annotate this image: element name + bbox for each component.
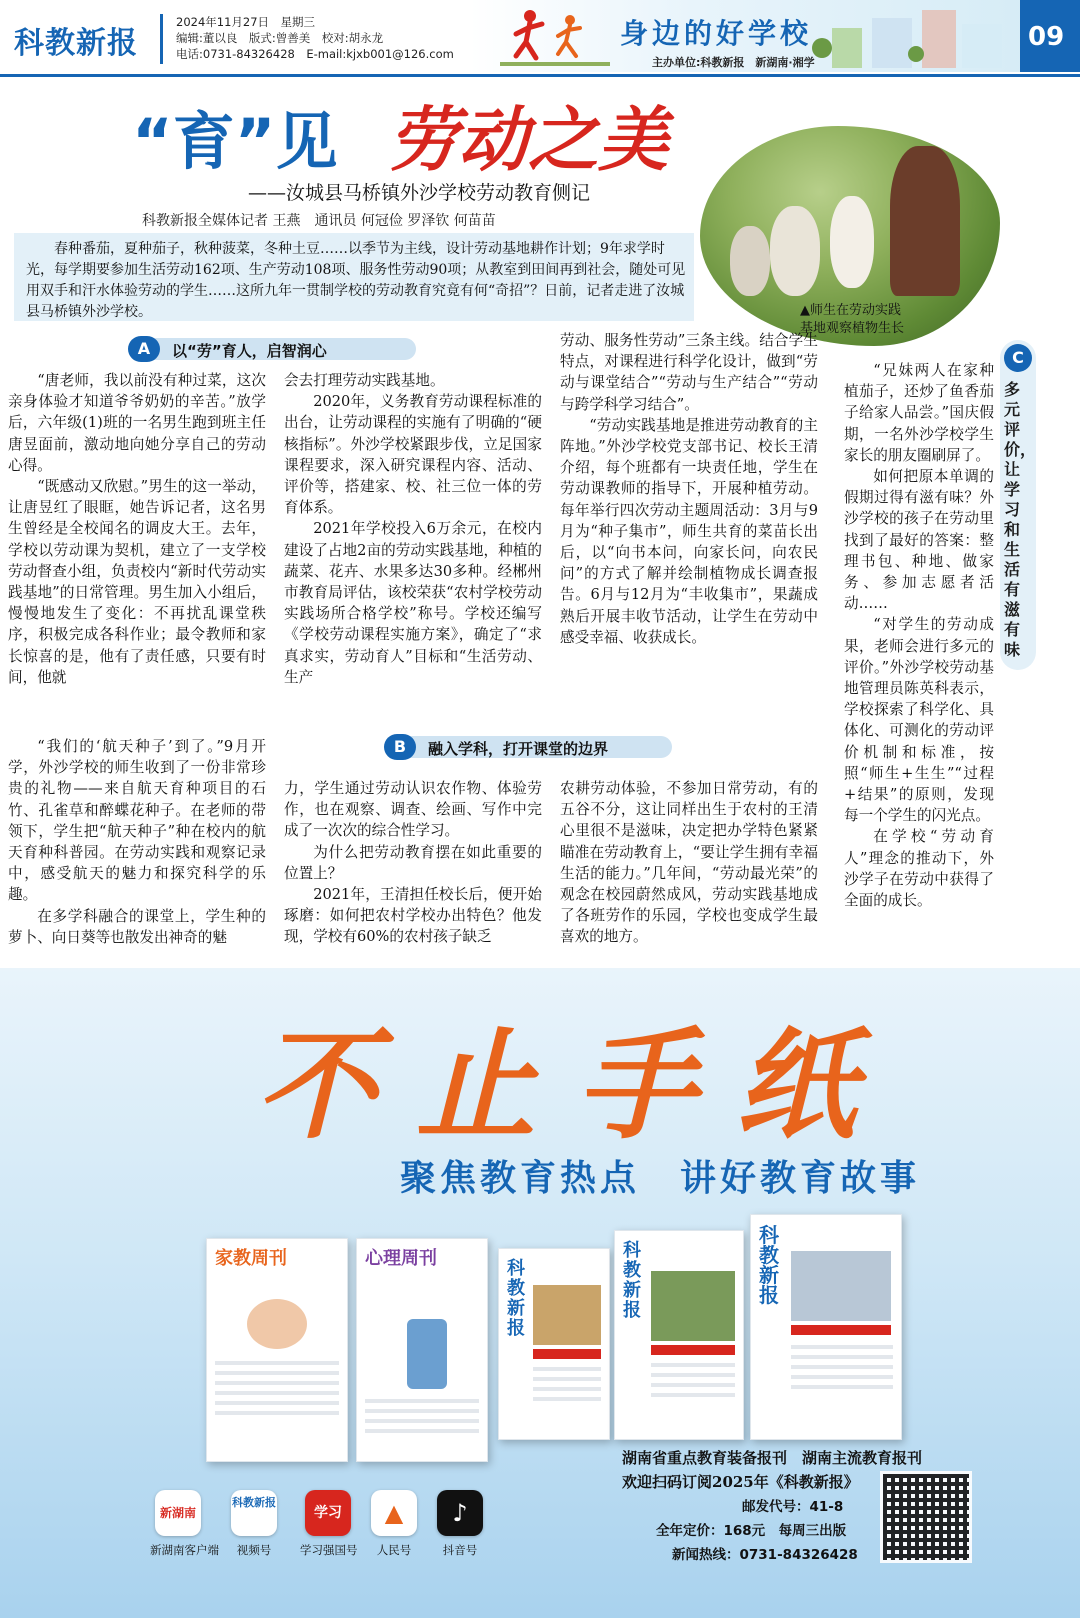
host-line: 主办单位:科教新报 新湖南·湘学 <box>652 56 815 69</box>
paragraph: 力，学生通过劳动认识农作物、体验劳作，也在观察、调查、绘画、写作中完成了一次次的综合性学习。 <box>284 780 542 840</box>
app-entry[interactable] <box>366 1490 422 1558</box>
app-label: 人民号 <box>376 1543 412 1557</box>
text-line <box>791 1355 893 1359</box>
section-b-heading <box>384 734 684 760</box>
page-number: 09 <box>1028 22 1065 52</box>
app-icon[interactable]: 新湖南 <box>155 1490 201 1536</box>
paragraph: “唐老师，我以前没有种过菜，这次亲身体验才知道爷爷奶奶的辛苦。”放学后，六年级(1)班的一名男生跑到班主任唐昱面前，激动地向她分享自己的劳动心得。 <box>8 372 266 474</box>
ad-slogan: 聚焦教育热点 讲好教育故事 <box>400 1158 921 1199</box>
paragraph: “对学生的劳动成果，老师会进行多元的评价。”外沙学校劳动基地管理员陈英科表示，学校探索了科学化、具体化、可测化的劳动评价机制和标准，按照“师生+生生”“过程+结果”的原则，发现每一个学生的闪光点。 <box>844 616 994 825</box>
ad-info-line: 新闻热线：0731-84326428 <box>672 1547 858 1563</box>
section-c-title: 多元评价，让学习和生活有滋有味 <box>1004 380 1037 659</box>
section-a-heading <box>128 336 428 362</box>
paragraph: 如何把原本单调的假期过得有滋有味？外沙学校的孩子在劳动里找到了最好的答案：整理书包、种地、做家务、参加志愿者活动…… <box>844 468 994 613</box>
editors-line: 编辑:董以良 版式:曾善美 校对:胡永龙 <box>176 31 384 45</box>
paragraph: 2021年学校投入6万余元，在校内建设了占地2亩的劳动实践基地，种植的蔬菜、花卉、水果多达30多种。经郴州市教育局评估，该校荣获“农村学校劳动实践场所合格学校”称号。学校还编写《学校劳动课程实施方案》，确定了“求真求实，劳动育人”目标和“生活劳动、生产 <box>284 520 542 686</box>
runners-illustration-icon <box>500 6 610 68</box>
ad-info-line: 欢迎扫码订阅2025年《科教新报》 <box>622 1473 859 1491</box>
photo-student-figure <box>770 206 820 296</box>
section-b-column-2 <box>284 778 542 948</box>
school-buildings-icon <box>812 4 1012 68</box>
paragraph: 会去打理劳动实践基地。 <box>284 372 445 389</box>
paragraph: “我们的‘航天种子’到了。”9月开学，外沙学校的师生收到了一份非常珍贵的礼物——来自航天育种项目的石竹、孔雀草和醉蝶花种子。在老师的带领下，学生把“航天种子”种在校内的航天育种科普园。在劳动实践和观察记录中，感受航天的魅力和探究科学的乐趣。 <box>8 738 266 904</box>
newspaper-image <box>791 1251 891 1321</box>
app-icon[interactable]: 科教新报 <box>231 1490 277 1536</box>
ad-info-line: 邮发代号：41-8 <box>742 1499 844 1515</box>
newspaper-image <box>651 1271 735 1341</box>
lead-text: 春种番茄，夏种茄子，秋种菠菜，冬种土豆……以季节为主线，设计劳动基地耕作计划；9年求学时光，每学期要参加生活劳动162项、生产劳动108项、服务性劳动90项；从教室到田间再到社会，随处可见用双手和汗水体验劳动的学生……这所九年一贯制学校的劳动教育究竟有何“奇招”？日前，记者走进了汝城县马桥镇外沙学校。 <box>26 241 686 320</box>
text-line <box>365 1409 479 1413</box>
masthead-rule <box>0 74 1080 77</box>
section-badge: B <box>384 734 416 760</box>
paragraph: “既感动又欣慰。”男生的这一举动，让唐昱红了眼眶，她告诉记者，这名男生曾经是全校闻名的调皮大王。去年，学校以劳动课为契机，建立了一支学校劳动督查小组，负责校内“新时代劳动实践基地”的日常管理。男生加入小组后，慢慢地发生了变化：不再扰乱课堂秩序，积极完成各科作业；最令教师和家长惊喜的是，他有了责任感，只要有时间，他就 <box>8 478 266 686</box>
newspaper-thumbnail <box>498 1248 610 1440</box>
newspaper-tag: 心理周刊 <box>365 1248 437 1269</box>
paragraph: 农耕劳动体验，不参加日常劳动，有的五谷不分，这让同样出生于农村的王清心里很不是滋味，决定把办学特色紧紧瞄准在劳动教育上，“要让学生拥有幸福生活的能力。”几年间，“劳动最光荣”的观念在校园蔚然成风，劳动实践基地成了各班劳作的乐园，学校也变成学生最喜欢的地方。 <box>560 780 818 946</box>
text-line <box>365 1429 479 1433</box>
text-line <box>215 1391 339 1395</box>
headline-part2: 劳动之美 <box>388 98 668 181</box>
section-badge: A <box>128 336 160 362</box>
photo-teacher-figure <box>890 146 960 296</box>
text-line <box>651 1363 735 1367</box>
ad-info-line: 湖南省重点教育装备报刊 湖南主流教育报刊 <box>622 1449 923 1467</box>
text-line <box>533 1387 601 1391</box>
text-line <box>791 1385 893 1389</box>
app-label: 视频号 <box>236 1543 272 1557</box>
text-line <box>791 1375 893 1379</box>
newspaper-image <box>407 1319 447 1389</box>
app-entry[interactable] <box>150 1490 219 1558</box>
paragraph: 2021年，王清担任校长后，便开始琢磨：如何把农村学校办出特色？他发现，学校有60%的农村孩子缺乏 <box>284 886 542 946</box>
newspaper-thumbnail <box>356 1238 488 1462</box>
headline-bar <box>791 1325 891 1335</box>
photo-student-figure <box>730 226 770 296</box>
headline-bar <box>533 1349 601 1359</box>
app-entry[interactable] <box>432 1490 488 1558</box>
text-line <box>533 1397 601 1401</box>
section-title: 以“劳”育人，启智润心 <box>172 342 327 360</box>
text-line <box>533 1367 601 1371</box>
newspaper-image <box>533 1285 601 1345</box>
newspaper-thumbnail <box>750 1214 902 1440</box>
paragraph: 在学校“劳动育人”理念的推动下，外沙学子在劳动中获得了全面的成长。 <box>844 828 994 910</box>
photo-caption-line: 基地观察植物生长 <box>800 321 905 336</box>
paper-name: 科教新报 <box>14 26 138 61</box>
section-title: 融入学科，打开课堂的边界 <box>428 740 609 758</box>
newspaper-tag: 科教新报 <box>759 1223 779 1307</box>
text-line <box>533 1377 601 1381</box>
section-a-column-2 <box>284 370 542 688</box>
text-line <box>791 1345 893 1349</box>
section-a-column-1 <box>8 370 266 688</box>
column-slogan: 身边的好学校 <box>620 17 813 50</box>
paragraph: “兄妹两人在家种植茄子，还炒了鱼香茄子给家人品尝。”国庆假期，一名外沙学校学生家长的朋友圈刷屏了。 <box>844 362 994 464</box>
text-line <box>215 1361 339 1365</box>
text-line <box>215 1411 339 1415</box>
contact-line: 电话:0731-84326428 E-mail:kjxb001@126.com <box>176 47 454 61</box>
ad-info-line: 全年定价：168元 每周三出版 <box>656 1523 847 1539</box>
section-b-column-1 <box>8 736 266 948</box>
text-line <box>791 1365 893 1369</box>
section-b-column-3 <box>560 778 818 948</box>
newspaper-tag: 科教新报 <box>507 1258 525 1339</box>
headline-bar <box>651 1345 735 1355</box>
headline-part1: “育”见 <box>132 105 338 178</box>
text-line <box>215 1401 339 1405</box>
text-line <box>651 1383 735 1387</box>
paragraph: 劳动、服务性劳动”三条主线。结合学生特点，对课程进行科学化设计，做到“劳动与课堂结合”“劳动与生产结合”“劳动与跨学科学习结合”。 <box>560 332 818 413</box>
newspaper-thumbnail <box>614 1230 744 1440</box>
ad-title: 不止手纸 <box>256 1015 896 1156</box>
app-icon[interactable]: ▲ <box>371 1490 417 1536</box>
subheadline: ——汝城县马桥镇外沙学校劳动教育侧记 <box>248 182 591 204</box>
paragraph: “劳动实践基地是推进劳动教育的主阵地。”外沙学校党支部书记、校长王清介绍，每个班都有一块责任地，学生在劳动课教师的指导下，开展种植劳动。每年举行四次劳动主题周活动：3月与9月为“种子集市”，师生共育的菜苗长出后，以“向书本问，向家长问，向农民问”的方式了解并绘制植物成长调查报告。6月与12月为“丰收集市”，果蔬成熟后开展丰收节活动，让学生在劳动中感受幸福、收获成长。 <box>560 416 818 646</box>
app-label: 新湖南客户端 <box>150 1543 219 1557</box>
masthead-info <box>176 14 454 62</box>
newspaper-thumbnail <box>206 1238 348 1462</box>
app-label: 学习强国号 <box>300 1543 358 1557</box>
lead-box <box>14 233 694 321</box>
section-c-column <box>844 360 994 911</box>
app-entry[interactable] <box>226 1490 282 1558</box>
photo-caption-line: ▲师生在劳动实践 <box>800 303 901 318</box>
paragraph: 在多学科融合的课堂上，学生种的萝卜、向日葵等也散发出神奇的魅 <box>8 907 266 946</box>
photo-student-figure <box>830 196 874 288</box>
page-number-box <box>1020 0 1080 72</box>
paragraph: 为什么把劳动教育摆在如此重要的位置上？ <box>284 843 542 882</box>
masthead-divider <box>160 14 163 64</box>
text-line <box>215 1381 339 1385</box>
app-icon[interactable]: 学习 <box>305 1490 351 1536</box>
section-a-column-3 <box>560 330 818 648</box>
text-line <box>365 1399 479 1403</box>
text-line <box>215 1371 339 1375</box>
paragraph: 2020年，义务教育劳动课程标准的出台，让劳动课程的实施有了明确的“硬核指标”。外沙学校紧跟步伐，立足国家课程要求，深入研究课程内容、活动、评价等，搭建家、校、社三位一体的劳育体系。 <box>284 393 542 517</box>
app-icon[interactable]: ♪ <box>437 1490 483 1536</box>
subscribe-qr-code[interactable] <box>880 1471 972 1563</box>
text-line <box>365 1419 479 1423</box>
app-entry[interactable] <box>300 1490 356 1558</box>
text-line <box>651 1393 735 1397</box>
date-line: 2024年11月27日 星期三 <box>176 15 316 29</box>
newspaper-image <box>247 1299 307 1349</box>
text-line <box>651 1373 735 1377</box>
section-badge: C <box>1004 344 1032 372</box>
app-label: 抖音号 <box>442 1543 478 1557</box>
newspaper-tag: 科教新报 <box>623 1240 641 1321</box>
newspaper-tag: 家教周刊 <box>215 1248 287 1269</box>
byline: 科教新报全媒体记者 王燕 通讯员 何冠俭 罗泽钦 何苗苗 <box>142 213 496 229</box>
